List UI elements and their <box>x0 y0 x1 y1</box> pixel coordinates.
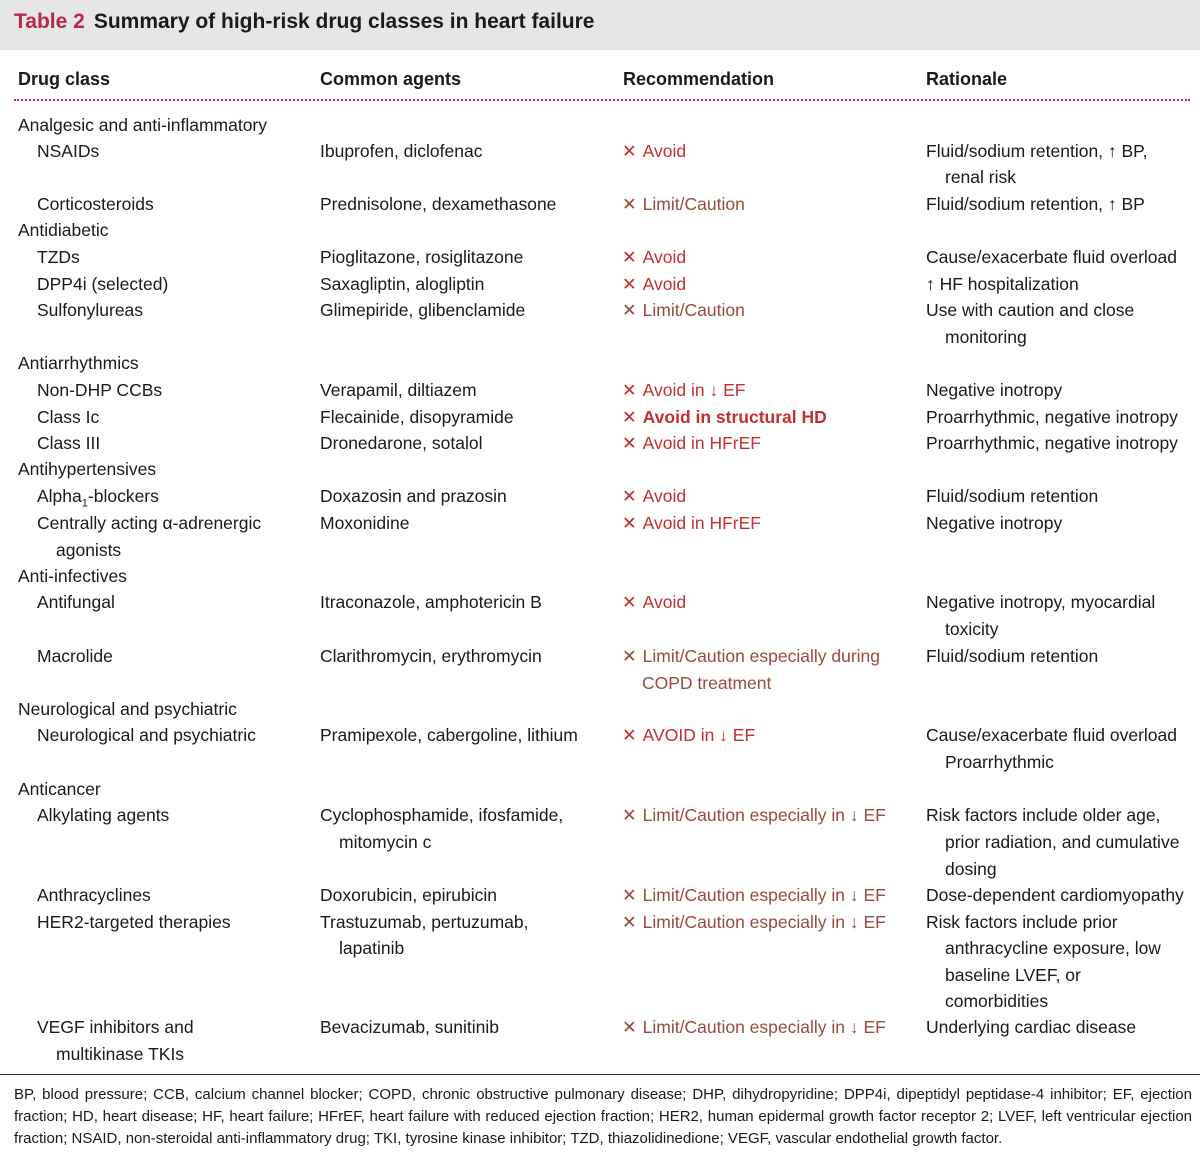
section-neuro: Neurological and psychiatric <box>18 699 237 719</box>
row-central-recommendation: ✕ Avoid in HFrEF <box>622 513 761 533</box>
row-sulfonylureas-class: Sulfonylureas <box>37 300 144 320</box>
row-neuro-recommendation: ✕ AVOID in ↓ EF <box>622 725 756 745</box>
row-anthracyclines-agents: Doxorubicin, epirubicin <box>320 885 498 905</box>
row-anthracyclines-class: Anthracyclines <box>37 885 151 905</box>
row-classiii-rationale: Proarrhythmic, negative inotropy <box>926 433 1178 453</box>
row-antifungal-recommendation: ✕ Avoid <box>622 592 687 612</box>
row-macrolide-recommendation: ✕ Limit/Caution especially during <box>622 646 881 666</box>
caution-x-icon: ✕ <box>622 1017 637 1037</box>
row-nondhp-rationale: Negative inotropy <box>926 380 1063 400</box>
row-nondhp-recommendation: ✕ Avoid in ↓ EF <box>622 380 746 400</box>
header-common-agents: Common agents <box>320 69 462 89</box>
row-corticosteroids-class: Corticosteroids <box>37 194 154 214</box>
caution-x-icon: ✕ <box>622 885 637 905</box>
section-analgesic: Analgesic and anti-inflammatory <box>18 115 268 135</box>
row-dpp4i-recommendation: ✕ Avoid <box>622 274 687 294</box>
row-macrolide-class: Macrolide <box>37 646 113 666</box>
row-macrolide-recommendation-cont: COPD treatment <box>642 673 772 693</box>
row-central-agents: Moxonidine <box>320 513 410 533</box>
row-sulfonylureas-agents: Glimepiride, glibenclamide <box>320 300 526 320</box>
avoid-x-icon: ✕ <box>622 380 637 400</box>
row-alpha-blockers-rationale: Fluid/sodium retention <box>926 486 1099 506</box>
row-nsaids-class: NSAIDs <box>37 141 100 161</box>
avoid-x-icon: ✕ <box>622 486 637 506</box>
caution-x-icon: ✕ <box>622 194 637 214</box>
row-classiii-agents: Dronedarone, sotalol <box>320 433 483 453</box>
caution-x-icon: ✕ <box>622 805 637 825</box>
row-her2-agents: Trastuzumab, pertuzumab, <box>320 912 529 932</box>
row-alkylating-rationale-cont2: dosing <box>945 859 997 879</box>
row-her2-rationale-cont2: baseline LVEF, or <box>945 965 1081 985</box>
section-antiinfectives: Anti-infectives <box>18 566 127 586</box>
table-title-text: Summary of high-risk drug classes in heart failure <box>93 10 595 33</box>
row-alpha-blockers-agents: Doxazosin and prazosin <box>320 486 507 506</box>
row-antifungal-rationale: Negative inotropy, myocardial <box>926 592 1156 612</box>
row-nsaids-recommendation: ✕ Avoid <box>622 141 687 161</box>
row-her2-rationale-cont: anthracycline exposure, low <box>945 938 1161 958</box>
row-alkylating-rationale-cont: prior radiation, and cumulative <box>945 832 1180 852</box>
row-alkylating-class: Alkylating agents <box>37 805 170 825</box>
row-vegf-rationale: Underlying cardiac disease <box>926 1017 1137 1037</box>
row-classic-rationale: Proarrhythmic, negative inotropy <box>926 407 1178 427</box>
row-nsaids-rationale-cont: renal risk <box>945 167 1016 187</box>
row-classic-agents: Flecainide, disopyramide <box>320 407 514 427</box>
section-antiarrhythmics: Antiarrhythmics <box>18 353 139 373</box>
avoid-x-icon: ✕ <box>622 592 637 612</box>
row-classiii-recommendation: ✕ Avoid in HFrEF <box>622 433 761 453</box>
row-her2-recommendation: ✕ Limit/Caution especially in ↓ EF <box>622 912 886 932</box>
row-nsaids-agents: Ibuprofen, diclofenac <box>320 141 483 161</box>
avoid-x-icon: ✕ <box>622 513 637 533</box>
row-her2-rationale-cont3: comorbidities <box>945 991 1049 1011</box>
row-antifungal-class: Antifungal <box>37 592 115 612</box>
row-vegf-class: VEGF inhibitors and <box>37 1017 194 1037</box>
row-alkylating-recommendation: ✕ Limit/Caution especially in ↓ EF <box>622 805 886 825</box>
row-nondhp-agents: Verapamil, diltiazem <box>320 380 477 400</box>
footnote-divider <box>0 1074 1200 1075</box>
avoid-x-icon: ✕ <box>622 247 637 267</box>
row-sulfonylureas-rationale: Use with caution and close <box>926 300 1135 320</box>
row-sulfonylureas-rationale-cont: monitoring <box>945 327 1027 347</box>
row-neuro-class: Neurological and psychiatric <box>37 725 256 745</box>
section-antidiabetic: Antidiabetic <box>18 220 109 240</box>
header-recommendation: Recommendation <box>623 69 775 89</box>
header-drug-class: Drug class <box>18 69 111 89</box>
row-alpha-blockers-recommendation: ✕ Avoid <box>622 486 687 506</box>
row-tzds-recommendation: ✕ Avoid <box>622 247 687 267</box>
row-macrolide-agents: Clarithromycin, erythromycin <box>320 646 542 666</box>
avoid-x-icon: ✕ <box>622 274 637 294</box>
row-vegf-class-cont: multikinase TKIs <box>56 1044 185 1064</box>
row-corticosteroids-agents: Prednisolone, dexamethasone <box>320 194 557 214</box>
row-tzds-agents: Pioglitazone, rosiglitazone <box>320 247 524 267</box>
row-tzds-rationale: Cause/exacerbate fluid overload <box>926 247 1177 267</box>
row-alkylating-rationale: Risk factors include older age, <box>926 805 1161 825</box>
avoid-x-icon: ✕ <box>622 141 637 161</box>
row-alkylating-agents: Cyclophosphamide, ifosfamide, <box>320 805 564 825</box>
row-classic-class: Class Ic <box>37 407 100 427</box>
table-title <box>14 10 594 34</box>
row-tzds-class: TZDs <box>37 247 80 267</box>
avoid-x-icon: ✕ <box>622 433 637 453</box>
row-dpp4i-class: DPP4i (selected) <box>37 274 169 294</box>
row-vegf-agents: Bevacizumab, sunitinib <box>320 1017 499 1037</box>
row-her2-rationale: Risk factors include prior <box>926 912 1118 932</box>
row-dpp4i-rationale: ↑ HF hospitalization <box>926 274 1079 294</box>
row-neuro-rationale: Cause/exacerbate fluid overload <box>926 725 1177 745</box>
row-dpp4i-agents: Saxagliptin, alogliptin <box>320 274 485 294</box>
section-antihypertensives: Antihypertensives <box>18 459 157 479</box>
row-her2-class: HER2-targeted therapies <box>37 912 231 932</box>
row-central-rationale: Negative inotropy <box>926 513 1063 533</box>
row-corticosteroids-recommendation: ✕ Limit/Caution <box>622 194 745 214</box>
row-antifungal-rationale-cont: toxicity <box>945 619 999 639</box>
row-sulfonylureas-recommendation: ✕ Limit/Caution <box>622 300 745 320</box>
header-rationale: Rationale <box>926 69 1008 89</box>
row-anthracyclines-rationale: Dose-dependent cardiomyopathy <box>926 885 1184 905</box>
row-her2-agents-cont: lapatinib <box>339 938 405 958</box>
row-neuro-agents: Pramipexole, cabergoline, lithium <box>320 725 578 745</box>
row-macrolide-rationale: Fluid/sodium retention <box>926 646 1099 666</box>
row-alkylating-agents-cont: mitomycin c <box>339 832 432 852</box>
row-neuro-rationale-cont: Proarrhythmic <box>945 752 1054 772</box>
row-corticosteroids-rationale: Fluid/sodium retention, ↑ BP <box>926 194 1145 214</box>
row-nsaids-rationale: Fluid/sodium retention, ↑ BP, <box>926 141 1148 161</box>
row-alpha-blockers-class: Alpha$_1$-blockers <box>37 486 159 510</box>
table-number: Table 2 <box>14 10 85 33</box>
row-classiii-class: Class III <box>37 433 101 453</box>
caution-x-icon: ✕ <box>622 912 637 932</box>
row-classic-recommendation: ✕ Avoid in structural HD <box>622 407 827 427</box>
abbreviations-footnote: BP, blood pressure; CCB, calcium channel blocker; COPD, chronic obstructive pulmonary disease; DHP, dihydropyridine; DPP4i, dipeptidyl peptidase-4 inhibitor; EF, ejection fraction; HD, heart disease; HF, heart failure; HFrEF, heart failure with reduced ejection fraction; HER2, human epidermal growth factor receptor 2; LVEF, left ventricular ejection fraction; NSAID, non-steroidal anti-inflammatory drug; TKI, tyrosine kinase inhibitor; TZD, thiazolidinedione; VEGF, vascular endothelial growth factor. <box>14 1086 1192 1147</box>
row-nondhp-class: Non-DHP CCBs <box>37 380 163 400</box>
avoid-x-icon: ✕ <box>622 407 637 427</box>
row-central-class-cont: agonists <box>56 540 122 560</box>
row-anthracyclines-recommendation: ✕ Limit/Caution especially in ↓ EF <box>622 885 886 905</box>
row-vegf-recommendation: ✕ Limit/Caution especially in ↓ EF <box>622 1017 886 1037</box>
row-antifungal-agents: Itraconazole, amphotericin B <box>320 592 542 612</box>
caution-x-icon: ✕ <box>622 646 637 666</box>
caution-x-icon: ✕ <box>622 300 637 320</box>
section-anticancer: Anticancer <box>18 779 101 799</box>
avoid-x-icon: ✕ <box>622 725 637 745</box>
header-divider <box>14 99 1190 101</box>
row-central-class: Centrally acting α-adrenergic <box>37 513 262 533</box>
